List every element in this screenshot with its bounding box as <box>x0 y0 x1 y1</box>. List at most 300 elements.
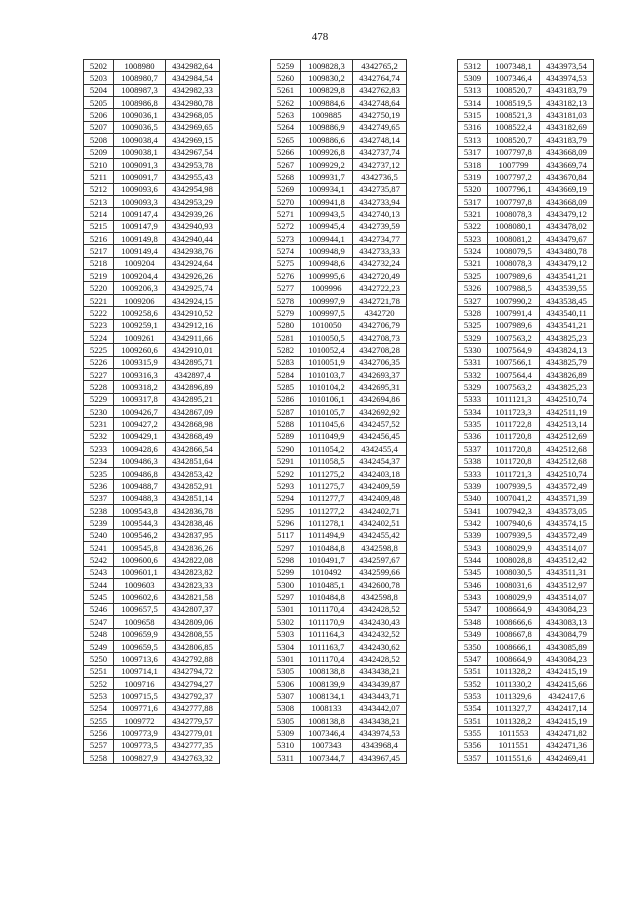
table-row <box>271 665 407 677</box>
x-coordinate-cell: 1009318,2 <box>114 381 166 393</box>
x-coordinate-cell: 1011721,3 <box>488 467 540 479</box>
table-row <box>84 517 220 529</box>
table-row <box>84 715 220 727</box>
x-coordinate-cell: 1009093,6 <box>114 183 166 195</box>
x-coordinate-cell: 1009941,8 <box>301 195 353 207</box>
point-number-cell: 5266 <box>271 146 301 158</box>
y-coordinate-cell: 4342779,01 <box>166 727 220 739</box>
y-coordinate-cell: 4342940,44 <box>166 233 220 245</box>
y-coordinate-cell: 4342512,68 <box>540 443 594 455</box>
y-coordinate-cell: 4343512,97 <box>540 579 594 591</box>
y-coordinate-cell: 4343539,55 <box>540 282 594 294</box>
x-coordinate-cell: 1008133 <box>301 702 353 714</box>
table-row <box>271 233 407 245</box>
table-row <box>458 60 594 72</box>
x-coordinate-cell: 1008666,1 <box>488 640 540 652</box>
x-coordinate-cell: 1009486,3 <box>114 455 166 467</box>
point-number-cell: 5297 <box>271 542 301 554</box>
table-row <box>84 257 220 269</box>
point-number-cell: 5312 <box>458 60 488 72</box>
x-coordinate-cell: 1009773,5 <box>114 739 166 751</box>
y-coordinate-cell: 4342984,54 <box>166 72 220 84</box>
y-coordinate-cell: 4342967,54 <box>166 146 220 158</box>
table-row <box>84 121 220 133</box>
point-number-cell: 5264 <box>271 121 301 133</box>
point-number-cell: 5240 <box>84 529 114 541</box>
point-number-cell: 5215 <box>84 220 114 232</box>
point-number-cell: 5209 <box>84 146 114 158</box>
y-coordinate-cell: 4342982,64 <box>166 60 220 72</box>
x-coordinate-cell: 1009658 <box>114 616 166 628</box>
x-coordinate-cell: 1008028,8 <box>488 554 540 566</box>
table-row <box>458 356 594 368</box>
y-coordinate-cell: 4342852,91 <box>166 480 220 492</box>
x-coordinate-cell: 1007988,5 <box>488 282 540 294</box>
point-number-cell: 5331 <box>458 356 488 368</box>
x-coordinate-cell: 1009038,4 <box>114 134 166 146</box>
point-number-cell: 5307 <box>271 690 301 702</box>
x-coordinate-cell: 1008139,9 <box>301 677 353 689</box>
y-coordinate-cell: 4343572,49 <box>540 480 594 492</box>
y-coordinate-cell: 4342953,78 <box>166 158 220 170</box>
y-coordinate-cell: 4343668,09 <box>540 146 594 158</box>
point-number-cell: 5246 <box>84 603 114 615</box>
x-coordinate-cell: 1011722,8 <box>488 418 540 430</box>
table-row <box>458 406 594 418</box>
x-coordinate-cell: 1009773,9 <box>114 727 166 739</box>
y-coordinate-cell: 4342415,19 <box>540 665 594 677</box>
table-row <box>84 752 220 764</box>
table-row <box>271 381 407 393</box>
x-coordinate-cell: 1009830,2 <box>301 72 353 84</box>
y-coordinate-cell: 4343973,54 <box>540 60 594 72</box>
point-number-cell: 5350 <box>458 640 488 652</box>
y-coordinate-cell: 4342912,16 <box>166 319 220 331</box>
y-coordinate-cell: 4342939,26 <box>166 208 220 220</box>
point-number-cell: 5226 <box>84 356 114 368</box>
y-coordinate-cell: 4342693,37 <box>353 368 407 380</box>
point-number-cell: 5275 <box>271 257 301 269</box>
y-coordinate-cell: 4343085,89 <box>540 640 594 652</box>
y-coordinate-cell: 4342706,79 <box>353 319 407 331</box>
point-number-cell: 5313 <box>458 134 488 146</box>
point-number-cell: 5272 <box>271 220 301 232</box>
point-number-cell: 5293 <box>271 480 301 492</box>
x-coordinate-cell: 1009204,4 <box>114 270 166 282</box>
x-coordinate-cell: 1009929,2 <box>301 158 353 170</box>
x-coordinate-cell: 1009261 <box>114 331 166 343</box>
y-coordinate-cell: 4343514,07 <box>540 591 594 603</box>
table-row <box>271 257 407 269</box>
table-row <box>271 331 407 343</box>
table-row <box>84 579 220 591</box>
y-coordinate-cell: 4343478,02 <box>540 220 594 232</box>
point-number-cell: 5295 <box>271 504 301 516</box>
y-coordinate-cell: 4342708,28 <box>353 344 407 356</box>
y-coordinate-cell: 4342471,36 <box>540 739 594 751</box>
point-number-cell: 5277 <box>271 282 301 294</box>
point-number-cell: 5224 <box>84 331 114 343</box>
coordinates-table-3 <box>457 59 594 764</box>
y-coordinate-cell: 4342836,78 <box>166 504 220 516</box>
table-row <box>271 60 407 72</box>
y-coordinate-cell: 4342794,27 <box>166 677 220 689</box>
x-coordinate-cell: 1009488,3 <box>114 492 166 504</box>
y-coordinate-cell: 4342982,33 <box>166 84 220 96</box>
y-coordinate-cell: 4342403,18 <box>353 467 407 479</box>
table-row <box>458 381 594 393</box>
x-coordinate-cell: 1007797,8 <box>488 195 540 207</box>
x-coordinate-cell: 1011723,3 <box>488 406 540 418</box>
x-coordinate-cell: 1009147,9 <box>114 220 166 232</box>
x-coordinate-cell: 1009316,3 <box>114 368 166 380</box>
point-number-cell: 5242 <box>84 554 114 566</box>
table-row <box>458 220 594 232</box>
table-row <box>271 294 407 306</box>
y-coordinate-cell: 4342430,43 <box>353 616 407 628</box>
x-coordinate-cell: 1009948,6 <box>301 257 353 269</box>
y-coordinate-cell: 4342777,35 <box>166 739 220 751</box>
x-coordinate-cell: 1011278,1 <box>301 517 353 529</box>
point-number-cell: 5347 <box>458 603 488 615</box>
y-coordinate-cell: 4342836,26 <box>166 542 220 554</box>
y-coordinate-cell: 4342428,52 <box>353 653 407 665</box>
y-coordinate-cell: 4342807,37 <box>166 603 220 615</box>
y-coordinate-cell: 4342895,71 <box>166 356 220 368</box>
point-number-cell: 5320 <box>458 183 488 195</box>
table-row <box>458 566 594 578</box>
point-number-cell: 5258 <box>84 752 114 764</box>
point-number-cell: 5203 <box>84 72 114 84</box>
y-coordinate-cell: 4342924,64 <box>166 257 220 269</box>
point-number-cell: 5346 <box>458 579 488 591</box>
point-number-cell: 5238 <box>84 504 114 516</box>
point-number-cell: 5281 <box>271 331 301 343</box>
x-coordinate-cell: 1008664,9 <box>488 653 540 665</box>
y-coordinate-cell: 4342722,23 <box>353 282 407 294</box>
y-coordinate-cell: 4343181,03 <box>540 109 594 121</box>
y-coordinate-cell: 4343974,53 <box>540 72 594 84</box>
point-number-cell: 5236 <box>84 480 114 492</box>
x-coordinate-cell: 1008519,5 <box>488 97 540 109</box>
y-coordinate-cell: 4342708,73 <box>353 331 407 343</box>
table-row <box>271 245 407 257</box>
table-row <box>271 158 407 170</box>
point-number-cell: 5221 <box>84 294 114 306</box>
point-number-cell: 5332 <box>458 368 488 380</box>
y-coordinate-cell: 4342513,14 <box>540 418 594 430</box>
x-coordinate-cell: 1008980,7 <box>114 72 166 84</box>
y-coordinate-cell: 4342720 <box>353 307 407 319</box>
x-coordinate-cell: 1009827,9 <box>114 752 166 764</box>
y-coordinate-cell: 4343480,78 <box>540 245 594 257</box>
point-number-cell: 5291 <box>271 455 301 467</box>
point-number-cell: 5355 <box>458 727 488 739</box>
point-number-cell: 5288 <box>271 418 301 430</box>
table-row <box>271 628 407 640</box>
y-coordinate-cell: 4343443,71 <box>353 690 407 702</box>
point-number-cell: 5309 <box>458 72 488 84</box>
table-row <box>84 566 220 578</box>
y-coordinate-cell: 4342806,85 <box>166 640 220 652</box>
point-number-cell: 5251 <box>84 665 114 677</box>
y-coordinate-cell: 4342694,86 <box>353 393 407 405</box>
point-number-cell: 5289 <box>271 430 301 442</box>
table-row <box>271 492 407 504</box>
table-row <box>271 739 407 751</box>
table-row <box>458 195 594 207</box>
table-row <box>458 640 594 652</box>
y-coordinate-cell: 4342471,82 <box>540 727 594 739</box>
x-coordinate-cell: 1008079,5 <box>488 245 540 257</box>
point-number-cell: 5229 <box>84 393 114 405</box>
y-coordinate-cell: 4342428,52 <box>353 603 407 615</box>
table-row <box>84 331 220 343</box>
table-row <box>271 183 407 195</box>
x-coordinate-cell: 1009429,1 <box>114 430 166 442</box>
y-coordinate-cell: 4342720,49 <box>353 270 407 282</box>
point-number-cell: 5347 <box>458 653 488 665</box>
x-coordinate-cell: 1009544,3 <box>114 517 166 529</box>
x-coordinate-cell: 1009315,9 <box>114 356 166 368</box>
y-coordinate-cell: 4342740,13 <box>353 208 407 220</box>
table-row <box>84 443 220 455</box>
point-number-cell: 5232 <box>84 430 114 442</box>
point-number-cell: 5211 <box>84 171 114 183</box>
table-row <box>458 727 594 739</box>
point-number-cell: 5248 <box>84 628 114 640</box>
point-number-cell: 5325 <box>458 270 488 282</box>
page-number: 478 <box>311 31 329 43</box>
y-coordinate-cell: 4343967,45 <box>353 752 407 764</box>
point-number-cell: 5268 <box>271 171 301 183</box>
y-coordinate-cell: 4343670,84 <box>540 171 594 183</box>
point-number-cell: 5305 <box>271 715 301 727</box>
x-coordinate-cell: 1007990,2 <box>488 294 540 306</box>
x-coordinate-cell: 1007797,8 <box>488 146 540 158</box>
y-coordinate-cell: 4342430,62 <box>353 640 407 652</box>
x-coordinate-cell: 1007563,2 <box>488 331 540 343</box>
table-row <box>458 282 594 294</box>
point-number-cell: 5210 <box>84 158 114 170</box>
y-coordinate-cell: 4342765,2 <box>353 60 407 72</box>
table-row <box>271 616 407 628</box>
y-coordinate-cell: 4342409,59 <box>353 480 407 492</box>
y-coordinate-cell: 4343479,12 <box>540 208 594 220</box>
x-coordinate-cell: 1010106,1 <box>301 393 353 405</box>
point-number-cell: 5315 <box>458 109 488 121</box>
y-coordinate-cell: 4343182,13 <box>540 97 594 109</box>
x-coordinate-cell: 1009091,3 <box>114 158 166 170</box>
y-coordinate-cell: 4343514,07 <box>540 542 594 554</box>
point-number-cell: 5343 <box>458 591 488 603</box>
y-coordinate-cell: 4343541,21 <box>540 270 594 282</box>
point-number-cell: 5212 <box>84 183 114 195</box>
y-coordinate-cell: 4342779,57 <box>166 715 220 727</box>
point-number-cell: 5249 <box>84 640 114 652</box>
point-number-cell: 5255 <box>84 715 114 727</box>
point-number-cell: 5299 <box>271 566 301 578</box>
x-coordinate-cell: 1007991,4 <box>488 307 540 319</box>
table-row <box>271 603 407 615</box>
point-number-cell: 5239 <box>84 517 114 529</box>
y-coordinate-cell: 4343084,79 <box>540 628 594 640</box>
y-coordinate-cell: 4342792,88 <box>166 653 220 665</box>
y-coordinate-cell: 4343825,79 <box>540 356 594 368</box>
y-coordinate-cell: 4342808,55 <box>166 628 220 640</box>
x-coordinate-cell: 1009714,1 <box>114 665 166 677</box>
x-coordinate-cell: 1009948,9 <box>301 245 353 257</box>
point-number-cell: 5317 <box>458 146 488 158</box>
x-coordinate-cell: 1007989,6 <box>488 270 540 282</box>
y-coordinate-cell: 4342417,14 <box>540 702 594 714</box>
y-coordinate-cell: 4343538,45 <box>540 294 594 306</box>
point-number-cell: 5207 <box>84 121 114 133</box>
y-coordinate-cell: 4343541,21 <box>540 319 594 331</box>
table-row <box>84 640 220 652</box>
y-coordinate-cell: 4342924,15 <box>166 294 220 306</box>
x-coordinate-cell: 1008522,4 <box>488 121 540 133</box>
x-coordinate-cell: 1009828,3 <box>301 60 353 72</box>
x-coordinate-cell: 1009944,1 <box>301 233 353 245</box>
point-number-cell: 5202 <box>84 60 114 72</box>
table-row <box>458 158 594 170</box>
y-coordinate-cell: 4342851,64 <box>166 455 220 467</box>
y-coordinate-cell: 4342868,98 <box>166 418 220 430</box>
point-number-cell: 5324 <box>458 245 488 257</box>
point-number-cell: 5279 <box>271 307 301 319</box>
table-row <box>84 393 220 405</box>
x-coordinate-cell: 1009147,4 <box>114 208 166 220</box>
x-coordinate-cell: 1009997,9 <box>301 294 353 306</box>
x-coordinate-cell: 1009427,2 <box>114 418 166 430</box>
y-coordinate-cell: 4342969,65 <box>166 121 220 133</box>
x-coordinate-cell: 1008030,5 <box>488 566 540 578</box>
x-coordinate-cell: 1011170,4 <box>301 653 353 665</box>
table-row <box>458 121 594 133</box>
point-number-cell: 5230 <box>84 406 114 418</box>
y-coordinate-cell: 4342867,09 <box>166 406 220 418</box>
x-coordinate-cell: 1009603 <box>114 579 166 591</box>
y-coordinate-cell: 4343669,74 <box>540 158 594 170</box>
y-coordinate-cell: 4342748,14 <box>353 134 407 146</box>
x-coordinate-cell: 1008520,7 <box>488 134 540 146</box>
x-coordinate-cell: 1007346,4 <box>301 727 353 739</box>
table-row <box>84 653 220 665</box>
x-coordinate-cell: 1009715,5 <box>114 690 166 702</box>
table-row <box>458 72 594 84</box>
x-coordinate-cell: 1007942,3 <box>488 504 540 516</box>
x-coordinate-cell: 1007939,5 <box>488 529 540 541</box>
x-coordinate-cell: 1007564,9 <box>488 344 540 356</box>
x-coordinate-cell: 1007343 <box>301 739 353 751</box>
x-coordinate-cell: 1009091,7 <box>114 171 166 183</box>
y-coordinate-cell: 4343571,39 <box>540 492 594 504</box>
y-coordinate-cell: 4342599,66 <box>353 566 407 578</box>
y-coordinate-cell: 4342895,21 <box>166 393 220 405</box>
x-coordinate-cell: 1009713,6 <box>114 653 166 665</box>
point-number-cell: 5213 <box>84 195 114 207</box>
y-coordinate-cell: 4342455,42 <box>353 529 407 541</box>
x-coordinate-cell: 1009886,6 <box>301 134 353 146</box>
table-row <box>458 665 594 677</box>
point-number-cell: 5235 <box>84 467 114 479</box>
x-coordinate-cell: 1010050,5 <box>301 331 353 343</box>
table-row <box>271 344 407 356</box>
point-number-cell: 5257 <box>84 739 114 751</box>
x-coordinate-cell: 1010105,7 <box>301 406 353 418</box>
point-number-cell: 5284 <box>271 368 301 380</box>
table-row <box>84 467 220 479</box>
table-row <box>271 677 407 689</box>
table-row <box>458 294 594 306</box>
table-row <box>458 331 594 343</box>
table-row <box>271 356 407 368</box>
point-number-cell: 5305 <box>271 665 301 677</box>
point-number-cell: 5321 <box>458 208 488 220</box>
y-coordinate-cell: 4343083,13 <box>540 616 594 628</box>
x-coordinate-cell: 1009206,3 <box>114 282 166 294</box>
point-number-cell: 5345 <box>458 566 488 578</box>
point-number-cell: 5316 <box>458 121 488 133</box>
table-row <box>271 220 407 232</box>
x-coordinate-cell: 1011553 <box>488 727 540 739</box>
point-number-cell: 5308 <box>271 702 301 714</box>
table-row <box>84 381 220 393</box>
x-coordinate-cell: 1009995,6 <box>301 270 353 282</box>
x-coordinate-cell: 1008081,2 <box>488 233 540 245</box>
table-row <box>84 158 220 170</box>
table-row <box>271 319 407 331</box>
table-row <box>271 443 407 455</box>
y-coordinate-cell: 4342721,78 <box>353 294 407 306</box>
y-coordinate-cell: 4342600,78 <box>353 579 407 591</box>
point-number-cell: 5321 <box>458 257 488 269</box>
point-number-cell: 5280 <box>271 319 301 331</box>
point-number-cell: 5306 <box>271 677 301 689</box>
point-number-cell: 5343 <box>458 542 488 554</box>
point-number-cell: 5205 <box>84 97 114 109</box>
x-coordinate-cell: 1008029,9 <box>488 591 540 603</box>
x-coordinate-cell: 1011720,8 <box>488 430 540 442</box>
point-number-cell: 5278 <box>271 294 301 306</box>
x-coordinate-cell: 1009601,1 <box>114 566 166 578</box>
y-coordinate-cell: 4342736,5 <box>353 171 407 183</box>
table-row <box>84 195 220 207</box>
y-coordinate-cell: 4342695,31 <box>353 381 407 393</box>
x-coordinate-cell: 1008078,3 <box>488 257 540 269</box>
table-row <box>271 418 407 430</box>
point-number-cell: 5318 <box>458 158 488 170</box>
point-number-cell: 5245 <box>84 591 114 603</box>
point-number-cell: 5261 <box>271 84 301 96</box>
y-coordinate-cell: 4343668,09 <box>540 195 594 207</box>
table-row <box>84 492 220 504</box>
table-row <box>458 183 594 195</box>
x-coordinate-cell: 1009945,4 <box>301 220 353 232</box>
x-coordinate-cell: 1011164,3 <box>301 628 353 640</box>
point-number-cell: 5228 <box>84 381 114 393</box>
y-coordinate-cell: 4342402,71 <box>353 504 407 516</box>
y-coordinate-cell: 4343442,07 <box>353 702 407 714</box>
x-coordinate-cell: 1009428,6 <box>114 443 166 455</box>
table-row <box>458 492 594 504</box>
point-number-cell: 5311 <box>271 752 301 764</box>
y-coordinate-cell: 4343512,42 <box>540 554 594 566</box>
table-row <box>84 504 220 516</box>
x-coordinate-cell: 1011163,7 <box>301 640 353 652</box>
y-coordinate-cell: 4343183,79 <box>540 84 594 96</box>
